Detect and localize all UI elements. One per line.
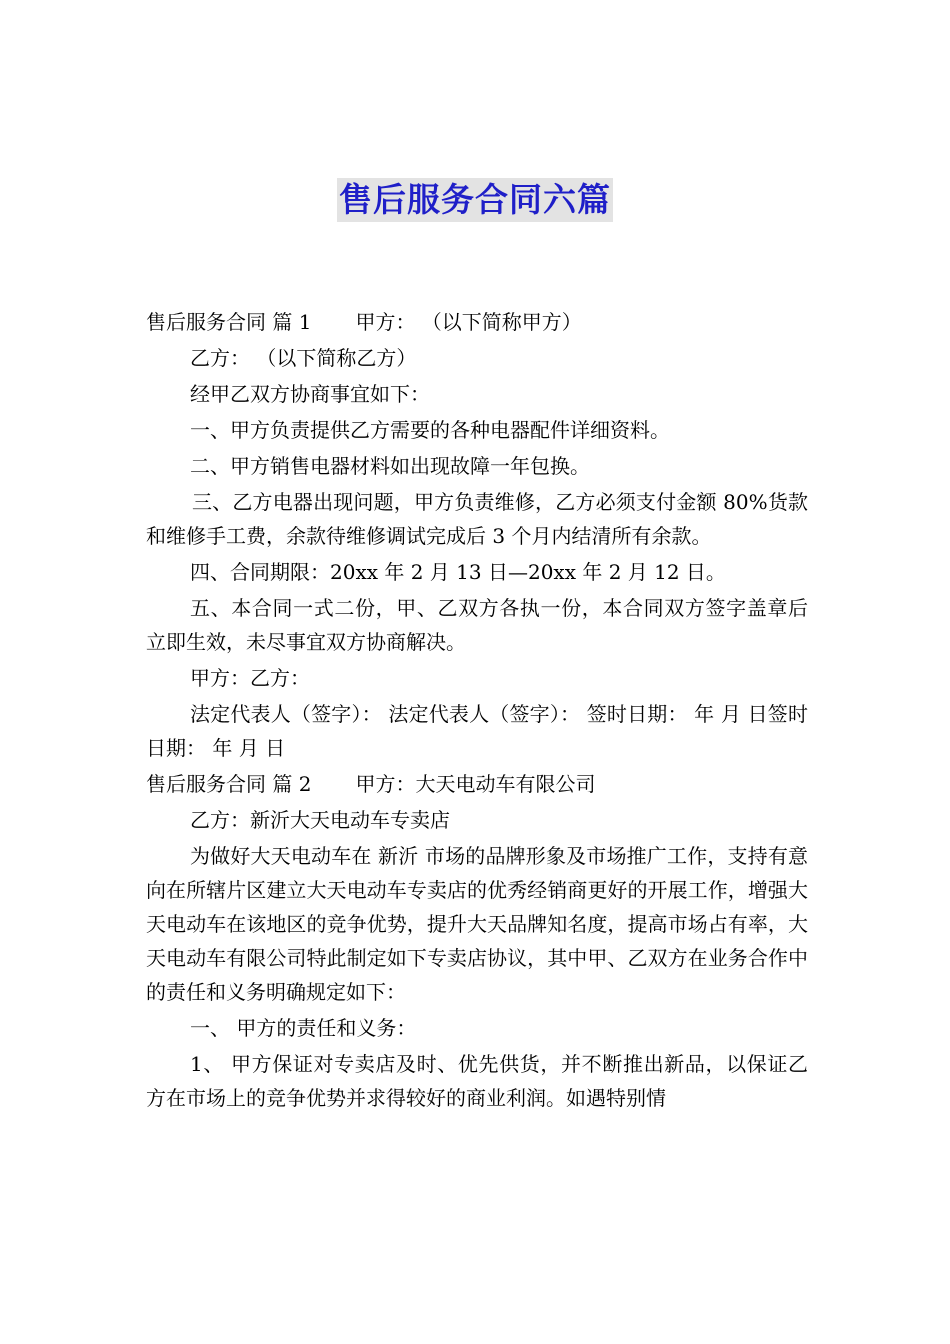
contract1-party-a: 甲方： （以下简称甲方）: [355, 310, 582, 334]
contract2-section-1: 一、 甲方的责任和义务：: [190, 1016, 417, 1040]
contract2-intro: 为做好大天电动车在 新沂 市场的品牌形象及市场推广工作，支持有意向在所辖片区建立大天电动车专卖店的优秀经销商更好的开展工作，增强大天电动车在该地区的竞争优势，提升大天品牌知名度，提高市场占有率，大天电动车有限公司特此制定如下专卖店协议，其中甲、乙双方在业务合作中的责任和义务明确规定如下：: [146, 844, 808, 1004]
contract2-heading: 售后服务合同 篇 2: [146, 772, 312, 796]
contract1-item-5: 五、本合同一式二份，甲、乙双方各执一份，本合同双方签字盖章后立即生效，未尽事宜双方协商解决。: [146, 596, 808, 654]
contract2-item-1: 1、 甲方保证对专卖店及时、优先供货，并不断推出新品，以保证乙方在市场上的竞争优势并求得较好的商业利润。如遇特别情: [146, 1052, 808, 1110]
document-body: [146, 305, 808, 1117]
contract1-sign-parties: 甲方：乙方：: [190, 666, 310, 690]
contract1-heading: 售后服务合同 篇 1: [146, 310, 312, 334]
contract1-item-2: 二、甲方销售电器材料如出现故障一年包换。: [190, 454, 590, 478]
contract1-item-3: 三、乙方电器出现问题，甲方负责维修，乙方必须支付金额 80%货款和维修手工费，余款待维修调试完成后 3 个月内结清所有余款。: [146, 490, 808, 548]
contract1-sign-reps: 法定代表人（签字）： 法定代表人（签字）： 签时日期： 年 月 日签时日期： 年 月 日: [146, 702, 808, 760]
document-title: 售后服务合同六篇: [337, 178, 613, 222]
contract2-party-b: 乙方：新沂大天电动车专卖店: [190, 808, 450, 832]
contract1-item-4: 四、合同期限：20xx 年 2 月 13 日—20xx 年 2 月 12 日。: [190, 560, 726, 584]
contract2-header: [146, 767, 808, 801]
document-title-wrap: [0, 178, 950, 222]
contract1-item-1: 一、甲方负责提供乙方需要的各种电器配件详细资料。: [190, 418, 670, 442]
contract1-party-b: 乙方： （以下简称乙方）: [190, 346, 417, 370]
contract2-party-a: 甲方：大天电动车有限公司: [355, 772, 596, 796]
contract1-intro: 经甲乙双方协商事宜如下：: [190, 382, 430, 406]
contract1-header: [146, 305, 808, 339]
